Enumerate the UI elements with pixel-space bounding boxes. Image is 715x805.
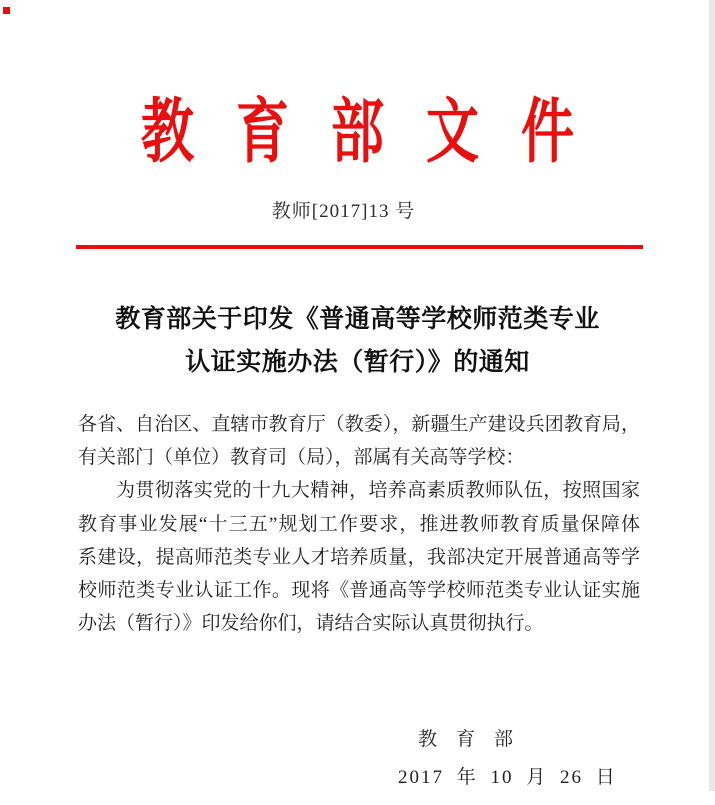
signature-agency: 教育部 <box>418 729 533 750</box>
body-line: 教育事业发展“十三五”规划工作要求，推进教师教育质量保障体 <box>78 513 640 535</box>
body-line: 校师范类专业认证工作。现将《普通高等学校师范类专业认证实施 <box>78 579 640 601</box>
signature-date: 2017 年 10 月 26 日 <box>398 767 617 788</box>
notice-title <box>0 298 715 384</box>
body-line: 各省、自治区、直辖市教育厅（教委），新疆生产建设兵团教育局， <box>78 414 640 435</box>
notice-title-line2: 认证实施办法（暂行）》的通知 <box>185 349 530 376</box>
document-number: 教师[2017]13 号 <box>271 201 416 222</box>
body-line: 办法（暂行）》印发给你们，请结合实际认真贯彻执行。 <box>78 613 544 635</box>
scrollbar-track[interactable] <box>709 0 715 791</box>
agency-banner-title: 教育部文件 <box>141 94 616 172</box>
body-line: 系建设，提高师范类专业人才培养质量，我部决定开展普通高等学 <box>78 546 640 568</box>
notice-body <box>78 408 640 640</box>
body-line: 为贯彻落实党的十九大精神，培养高素质教师队伍，按照国家 <box>116 480 640 502</box>
red-corner-mark <box>3 7 10 14</box>
red-divider-rule <box>76 245 643 249</box>
body-line: 有关部门（单位）教育司（局），部属有关高等学校： <box>78 447 525 469</box>
notice-title-line1: 教育部关于印发《普通高等学校师范类专业 <box>115 306 600 333</box>
